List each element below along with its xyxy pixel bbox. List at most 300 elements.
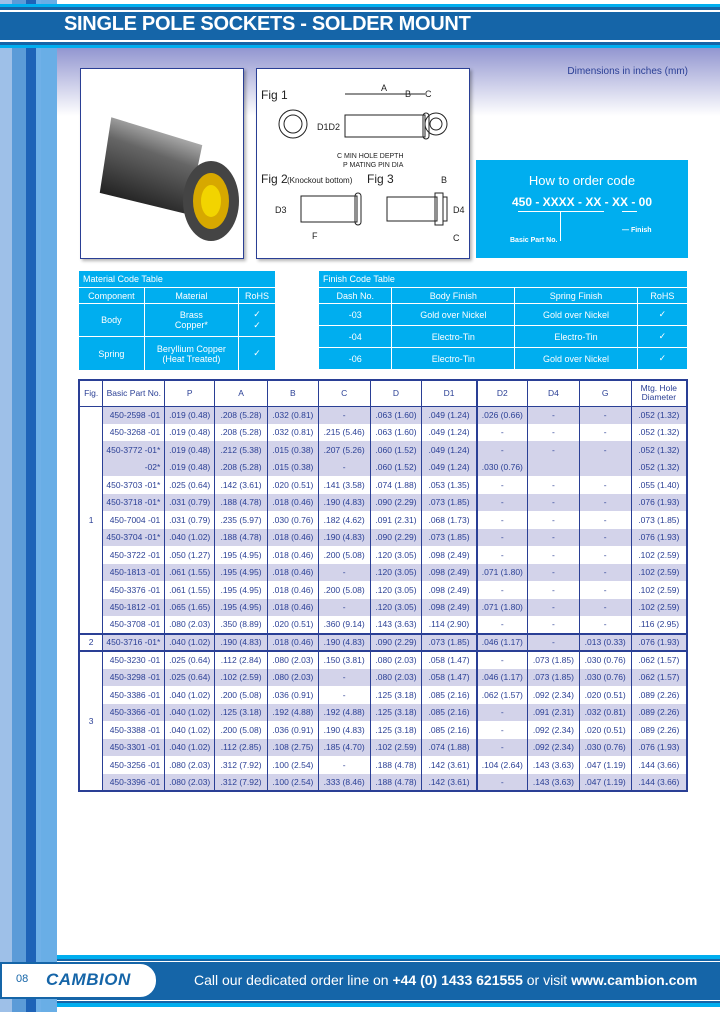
dimension-cell: .085 (2.16) <box>422 721 477 739</box>
part-number: 450-3230 -01 <box>103 651 165 669</box>
dimension-cell: .235 (5.97) <box>215 511 268 529</box>
dimension-cell: - <box>477 529 528 547</box>
dimension-cell: .080 (2.03) <box>165 616 215 634</box>
order-phone: +44 (0) 1433 621555 <box>392 972 523 988</box>
dimension-cell: .025 (0.64) <box>165 669 215 687</box>
column-header: B <box>267 380 318 406</box>
dimension-cell: .144 (3.66) <box>631 774 687 792</box>
dimension-cell: .120 (3.05) <box>370 581 422 599</box>
finish-cell: -06 <box>319 348 392 370</box>
dimension-cell: .076 (1.93) <box>631 634 687 652</box>
finish-cell: -04 <box>319 326 392 348</box>
dimension-cell: .020 (0.51) <box>267 616 318 634</box>
table-row <box>79 459 687 477</box>
dimension-cell: .076 (1.93) <box>631 739 687 757</box>
dimension-cell: .102 (2.59) <box>370 739 422 757</box>
dimension-cell: .098 (2.49) <box>422 564 477 582</box>
dimension-cell: - <box>579 616 631 634</box>
dimension-cell: - <box>318 599 370 617</box>
dimension-cell: .102 (2.59) <box>631 564 687 582</box>
dimension-cell: .091 (2.31) <box>528 704 580 722</box>
dimension-cell: .312 (7.92) <box>215 756 268 774</box>
dimension-cell: .200 (5.08) <box>215 686 268 704</box>
dimension-cell: .080 (2.03) <box>370 669 422 687</box>
dimension-cell: .032 (0.81) <box>579 704 631 722</box>
dimension-cell: .026 (0.66) <box>477 406 528 424</box>
page-number: 08 <box>16 973 29 985</box>
dimension-cell: - <box>579 406 631 424</box>
footer-text <box>194 972 697 988</box>
dimension-cell: .195 (4.95) <box>215 581 268 599</box>
dimension-cell: - <box>477 774 528 792</box>
column-header: A <box>215 380 268 406</box>
dimension-cell: .061 (1.55) <box>165 581 215 599</box>
dimension-cell: - <box>528 441 580 459</box>
column-header: D2 <box>477 380 528 406</box>
fig3-label: Fig 3 <box>367 172 394 186</box>
part-number: 450-3704 -01* <box>103 529 165 547</box>
column-header: C <box>318 380 370 406</box>
dimension-cell: .090 (2.29) <box>370 494 422 512</box>
dimension-cell: - <box>528 616 580 634</box>
dimension-cell: - <box>528 564 580 582</box>
table-row <box>79 599 687 617</box>
dimension-cell: .046 (1.17) <box>477 634 528 652</box>
dimension-cell: .063 (1.60) <box>370 424 422 442</box>
dimension-cell: .052 (1.32) <box>631 424 687 442</box>
dimension-cell: .030 (0.76) <box>477 459 528 477</box>
dimension-cell: .080 (2.03) <box>267 669 318 687</box>
dimension-cell: .060 (1.52) <box>370 441 422 459</box>
dimension-cell: - <box>579 581 631 599</box>
order-code: 450 - XXXX - XX - XX - 00 <box>511 195 653 209</box>
dimension-cell: .143 (3.63) <box>528 774 580 792</box>
dimension-cell: .125 (3.18) <box>370 704 422 722</box>
dimension-cell: .052 (1.32) <box>631 406 687 424</box>
material: (Heat Treated) <box>162 353 221 364</box>
dimension-cell: .192 (4.88) <box>318 704 370 722</box>
table-row <box>79 756 687 774</box>
dimension-cell: - <box>579 546 631 564</box>
table-row <box>79 511 687 529</box>
dimension-cell: .074 (1.88) <box>422 739 477 757</box>
dimension-cell: .062 (1.57) <box>477 686 528 704</box>
dimension-cell: .104 (2.64) <box>477 756 528 774</box>
part-number: 450-3301 -01 <box>103 739 165 757</box>
dimension-cell: .040 (1.02) <box>165 739 215 757</box>
dimension-cell: - <box>477 476 528 494</box>
part-number: 450-3256 -01 <box>103 756 165 774</box>
page-title: SINGLE POLE SOCKETS - SOLDER MOUNT <box>64 13 471 35</box>
dimension-cell: .207 (5.26) <box>318 441 370 459</box>
dimension-cell: .208 (5.28) <box>215 406 268 424</box>
dimension-cell: .102 (2.59) <box>631 581 687 599</box>
dimension-cell: .073 (1.85) <box>631 511 687 529</box>
dimension-cell: .032 (0.81) <box>267 424 318 442</box>
dimension-cell: .050 (1.27) <box>165 546 215 564</box>
dimension-cell: .052 (1.32) <box>631 441 687 459</box>
column-header: D <box>370 380 422 406</box>
dimension-cell: - <box>579 511 631 529</box>
dimension-cell: .018 (0.46) <box>267 634 318 652</box>
part-number: 450-2598 -01 <box>103 406 165 424</box>
dimension-cell: - <box>579 494 631 512</box>
finish-caption: Finish Code Table <box>319 271 688 288</box>
rohs-check: ✓ <box>253 320 261 330</box>
dimension-cell: - <box>318 669 370 687</box>
dimension-cell: - <box>528 529 580 547</box>
fig1-label: Fig 1 <box>261 88 288 102</box>
finish-cell: Gold over Nickel <box>515 348 638 370</box>
dimension-cell: .142 (3.61) <box>215 476 268 494</box>
dimension-cell: .018 (0.46) <box>267 529 318 547</box>
dimension-cell: .073 (1.85) <box>422 529 477 547</box>
part-number: 450-1813 -01 <box>103 564 165 582</box>
material: Brass <box>179 310 203 320</box>
dimension-cell: .190 (4.83) <box>318 494 370 512</box>
dimension-cell: .125 (3.18) <box>215 704 268 722</box>
dimension-cell: .049 (1.24) <box>422 459 477 477</box>
dimension-cell: .065 (1.65) <box>165 599 215 617</box>
dimension-cell: .212 (5.38) <box>215 441 268 459</box>
dimension-cell: - <box>579 441 631 459</box>
part-number: 450-3703 -01* <box>103 476 165 494</box>
dimension-cell: .208 (5.28) <box>215 459 268 477</box>
dimension-cell: .141 (3.58) <box>318 476 370 494</box>
dimension-cell: .076 (1.93) <box>631 529 687 547</box>
dimension-cell: - <box>318 686 370 704</box>
part-number: 450-3366 -01 <box>103 704 165 722</box>
table-row <box>79 441 687 459</box>
dimension-cell: .185 (4.70) <box>318 739 370 757</box>
dimension-cell: .190 (4.83) <box>318 721 370 739</box>
dimension-cell: .188 (4.78) <box>370 756 422 774</box>
dimension-cell: .019 (0.48) <box>165 406 215 424</box>
dimension-cell: .190 (4.83) <box>215 634 268 652</box>
dimension-cell: .080 (2.03) <box>165 756 215 774</box>
dimension-cell: .073 (1.85) <box>422 494 477 512</box>
part-number: 450-3722 -01 <box>103 546 165 564</box>
website-link[interactable]: www.cambion.com <box>571 972 698 988</box>
dimension-cell: .073 (1.85) <box>422 634 477 652</box>
figure-number: 3 <box>79 651 103 791</box>
dimension-cell: .215 (5.46) <box>318 424 370 442</box>
dimension-cell: - <box>477 511 528 529</box>
table-row <box>79 739 687 757</box>
table-row <box>79 651 687 669</box>
table-row <box>79 669 687 687</box>
col-header: Material <box>144 288 238 304</box>
order-title: How to order code <box>528 173 636 188</box>
dimension-cell: - <box>528 599 580 617</box>
column-header: Basic Part No. <box>103 380 165 406</box>
dimension-cell: .030 (0.76) <box>579 739 631 757</box>
column-header: D1 <box>422 380 477 406</box>
dimension-cell: .120 (3.05) <box>370 564 422 582</box>
order-code-panel <box>476 160 688 258</box>
dimension-cell: .108 (2.75) <box>267 739 318 757</box>
dimension-cell: - <box>477 546 528 564</box>
dimension-cell: .040 (1.02) <box>165 721 215 739</box>
dimension-cell: .182 (4.62) <box>318 511 370 529</box>
dimension-cell: .200 (5.08) <box>318 581 370 599</box>
dimension-cell: - <box>579 424 631 442</box>
dimension-cell: .090 (2.29) <box>370 529 422 547</box>
dimension-cell: .020 (0.51) <box>579 686 631 704</box>
finish-cell: ✓ <box>637 304 687 326</box>
basic-part-label: Basic Part No. <box>510 237 558 244</box>
dimension-cell: - <box>528 424 580 442</box>
dimension-cell: .190 (4.83) <box>318 634 370 652</box>
header-bar <box>0 4 720 48</box>
dimension-cell: - <box>579 564 631 582</box>
dimension-cell: .144 (3.66) <box>631 756 687 774</box>
dimension-cell: - <box>528 406 580 424</box>
dimension-cell: .091 (2.31) <box>370 511 422 529</box>
dimension-cell: .053 (1.35) <box>422 476 477 494</box>
dimension-cell: .049 (1.24) <box>422 424 477 442</box>
callout-hole-depth: C MIN HOLE DEPTH <box>337 153 404 160</box>
dimension-cell: .030 (0.76) <box>267 511 318 529</box>
dimension-cell: - <box>579 476 631 494</box>
dimension-cell: .073 (1.85) <box>528 651 580 669</box>
dimension-cell: - <box>477 616 528 634</box>
dimension-cell: .018 (0.46) <box>267 564 318 582</box>
product-photo <box>80 68 244 259</box>
column-header: D4 <box>528 380 580 406</box>
col-header: Spring Finish <box>515 288 638 304</box>
dimension-cell: - <box>477 651 528 669</box>
table-row <box>79 721 687 739</box>
dimension-cell: .013 (0.33) <box>579 634 631 652</box>
dimension-cell: .046 (1.17) <box>477 669 528 687</box>
dimension-cell: .071 (1.80) <box>477 599 528 617</box>
dimension-cell: .058 (1.47) <box>422 669 477 687</box>
dimension-cell: - <box>528 494 580 512</box>
dimension-cell: - <box>528 546 580 564</box>
dimension-cell: .052 (1.32) <box>631 459 687 477</box>
part-number: 450-3772 -01* <box>103 441 165 459</box>
table-row <box>79 564 687 582</box>
part-number: 450-3298 -01 <box>103 669 165 687</box>
dimension-cell: .333 (8.46) <box>318 774 370 792</box>
dimension-cell: .208 (5.28) <box>215 424 268 442</box>
dimension-cell: .018 (0.46) <box>267 546 318 564</box>
dimension-cell: .102 (2.59) <box>631 599 687 617</box>
dimension-cell: .312 (7.92) <box>215 774 268 792</box>
dimension-cell: - <box>477 494 528 512</box>
dimension-cell: .076 (1.93) <box>631 494 687 512</box>
dimension-cell: .030 (0.76) <box>579 651 631 669</box>
dimension-cell: .047 (1.19) <box>579 756 631 774</box>
finish-cell: -03 <box>319 304 392 326</box>
dimension-cell: .195 (4.95) <box>215 599 268 617</box>
part-number: 450-3718 -01* <box>103 494 165 512</box>
dimension-cell: .025 (0.64) <box>165 476 215 494</box>
table-row <box>79 581 687 599</box>
fig2-label: Fig 2 <box>261 172 288 186</box>
material-code-table <box>78 270 276 371</box>
dimension-cell: .200 (5.08) <box>318 546 370 564</box>
finish-cell: ✓ <box>637 348 687 370</box>
dimension-cell: .195 (4.95) <box>215 546 268 564</box>
dimension-cell: .120 (3.05) <box>370 599 422 617</box>
part-number: 450-3708 -01 <box>103 616 165 634</box>
dimension-cell: .020 (0.51) <box>579 721 631 739</box>
finish-cell: Electro-Tin <box>392 348 515 370</box>
table-row <box>79 406 687 424</box>
finish-label: — Finish <box>622 227 652 234</box>
dimension-cell: .018 (0.46) <box>267 599 318 617</box>
table-row <box>79 686 687 704</box>
dimension-cell: .089 (2.26) <box>631 704 687 722</box>
dimension-cell: .100 (2.54) <box>267 756 318 774</box>
dimension-cell: .055 (1.40) <box>631 476 687 494</box>
dimension-cell: .098 (2.49) <box>422 546 477 564</box>
dimension-cell: .092 (2.34) <box>528 739 580 757</box>
rohs-check: ✓ <box>253 309 261 319</box>
svg-text:D1D2: D1D2 <box>317 122 341 132</box>
dimension-cell: .058 (1.47) <box>422 651 477 669</box>
col-header: Body Finish <box>392 288 515 304</box>
part-number: 450-3386 -01 <box>103 686 165 704</box>
figure-number: 2 <box>79 634 103 652</box>
dimension-cell: .049 (1.24) <box>422 406 477 424</box>
dimension-drawings <box>256 68 470 259</box>
dimension-cell: .080 (2.03) <box>165 774 215 792</box>
dimension-cell: - <box>318 459 370 477</box>
dimension-cell: .102 (2.59) <box>631 546 687 564</box>
dimension-cell: .195 (4.95) <box>215 564 268 582</box>
dimension-cell: - <box>318 406 370 424</box>
dimension-cell: .031 (0.79) <box>165 511 215 529</box>
dimension-cell: .125 (3.18) <box>370 686 422 704</box>
part-number: 450-3268 -01 <box>103 424 165 442</box>
cambion-logo: CAMBION <box>46 970 131 989</box>
finish-cell: Gold over Nickel <box>392 304 515 326</box>
col-header: RoHS <box>637 288 687 304</box>
dimension-cell: .060 (1.52) <box>370 459 422 477</box>
decorative-stripes <box>0 0 57 1012</box>
table-row <box>79 494 687 512</box>
dimension-cell: .080 (2.03) <box>267 651 318 669</box>
part-number: 450-3388 -01 <box>103 721 165 739</box>
finish-row <box>319 304 688 326</box>
finish-code-table <box>318 270 688 370</box>
svg-text:D3: D3 <box>275 205 287 215</box>
dimension-cell: .188 (4.78) <box>215 494 268 512</box>
component: Spring <box>79 337 145 371</box>
svg-text:C: C <box>453 233 460 243</box>
dimension-cell: .062 (1.57) <box>631 651 687 669</box>
table-row <box>79 704 687 722</box>
dimension-cell: .188 (4.78) <box>215 529 268 547</box>
parts-table <box>78 379 688 792</box>
dimension-cell: .125 (3.18) <box>370 721 422 739</box>
dimension-cell: .040 (1.02) <box>165 634 215 652</box>
table-row <box>79 634 687 652</box>
fig2-note: (Knockout bottom) <box>287 176 353 185</box>
dimension-cell: .192 (4.88) <box>267 704 318 722</box>
finish-cell: ✓ <box>637 326 687 348</box>
dimension-cell: - <box>579 599 631 617</box>
dimension-cell: .098 (2.49) <box>422 599 477 617</box>
dimension-cell: - <box>477 704 528 722</box>
dimension-cell: - <box>318 564 370 582</box>
dimension-cell: .116 (2.95) <box>631 616 687 634</box>
figure-number: 1 <box>79 406 103 634</box>
dimension-cell: .150 (3.81) <box>318 651 370 669</box>
part-number: 450-1812 -01 <box>103 599 165 617</box>
dimension-cell: .350 (8.89) <box>215 616 268 634</box>
part-number: 450-7004 -01 <box>103 511 165 529</box>
column-header: Fig. <box>79 380 103 406</box>
dimension-cell: .112 (2.85) <box>215 739 268 757</box>
dimension-cell: - <box>528 634 580 652</box>
dimension-cell: .143 (3.63) <box>370 616 422 634</box>
dimension-cell: .036 (0.91) <box>267 721 318 739</box>
dimension-cell: .040 (1.02) <box>165 704 215 722</box>
dimension-cell: .200 (5.08) <box>215 721 268 739</box>
footer-text-1: Call our dedicated order line on <box>194 972 393 988</box>
table-row <box>79 476 687 494</box>
dimension-cell: .015 (0.38) <box>267 441 318 459</box>
dimension-cell: .030 (0.76) <box>579 669 631 687</box>
dimension-cell: - <box>477 441 528 459</box>
column-header: P <box>165 380 215 406</box>
part-number: 450-3376 -01 <box>103 581 165 599</box>
dimension-cell: - <box>477 581 528 599</box>
dimension-cell: .092 (2.34) <box>528 721 580 739</box>
dimension-cell: .085 (2.16) <box>422 704 477 722</box>
finish-row <box>319 348 688 370</box>
dimension-cell: .114 (2.90) <box>422 616 477 634</box>
table-row <box>79 529 687 547</box>
dimension-cell: - <box>528 511 580 529</box>
dimension-cell: .018 (0.46) <box>267 494 318 512</box>
material-caption: Material Code Table <box>79 271 276 288</box>
dimension-cell <box>528 459 580 477</box>
dimension-cell: .100 (2.54) <box>267 774 318 792</box>
dimension-cell: .074 (1.88) <box>370 476 422 494</box>
table-row <box>79 616 687 634</box>
dimension-cell: - <box>579 529 631 547</box>
dimension-cell: .031 (0.79) <box>165 494 215 512</box>
dimension-cell: .018 (0.46) <box>267 581 318 599</box>
svg-text:C: C <box>425 89 432 99</box>
table-row <box>79 546 687 564</box>
dimension-cell: .019 (0.48) <box>165 459 215 477</box>
table-row <box>79 424 687 442</box>
dimension-cell: .090 (2.29) <box>370 634 422 652</box>
svg-text:A: A <box>381 83 388 93</box>
dimension-cell <box>579 459 631 477</box>
dimension-cell: .068 (1.73) <box>422 511 477 529</box>
dimensions-note: Dimensions in inches (mm) <box>567 66 688 77</box>
dimension-cell: .015 (0.38) <box>267 459 318 477</box>
dimension-cell: .188 (4.78) <box>370 774 422 792</box>
dimension-cell: .061 (1.55) <box>165 564 215 582</box>
dimension-cell: .073 (1.85) <box>528 669 580 687</box>
column-header: Mtg. Hole Diameter <box>631 380 687 406</box>
col-header: Dash No. <box>319 288 392 304</box>
svg-text:B: B <box>405 89 412 99</box>
dimension-cell: .080 (2.03) <box>370 651 422 669</box>
component: Body <box>79 304 145 337</box>
finish-cell: Electro-Tin <box>515 326 638 348</box>
dimension-cell: .098 (2.49) <box>422 581 477 599</box>
dimension-cell: .143 (3.63) <box>528 756 580 774</box>
